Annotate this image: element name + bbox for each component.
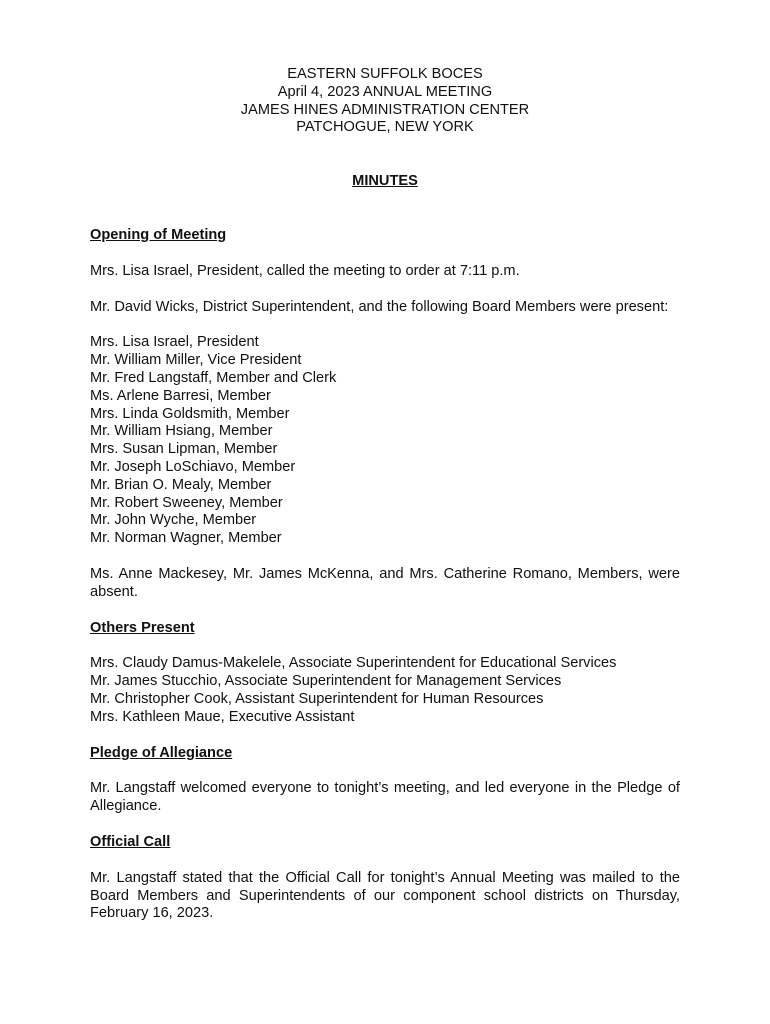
list-item: Mr. Joseph LoSchiavo, Member: [90, 458, 296, 475]
list-item: Mr. Norman Wagner, Member: [90, 530, 282, 547]
pledge-text: Mr. Langstaff welcomed everyone to tonight’s meeting, and led everyone in the Pledge of Allegiance.: [90, 780, 680, 815]
list-item: Mrs. Lisa Israel, President: [90, 334, 259, 351]
header-meeting-date: April 4, 2023 ANNUAL MEETING: [277, 83, 493, 100]
list-item: Mr. William Miller, Vice President: [90, 352, 302, 369]
list-item: Mr. Brian O. Mealy, Member: [90, 476, 272, 493]
list-item: Mrs. Linda Goldsmith, Member: [90, 405, 290, 422]
list-item: Mr. William Hsiang, Member: [90, 423, 273, 440]
official-call-text: Mr. Langstaff stated that the Official Call for tonight’s Annual Meeting was mailed to the Board Members and Superintendents of our component school districts on Thursday, February 16, 2023.: [90, 869, 680, 922]
list-item: Mr. Fred Langstaff, Member and Clerk: [90, 369, 337, 386]
document-header: [90, 66, 680, 137]
others-present-heading: Others Present: [90, 619, 195, 636]
present-intro-text: Mr. David Wicks, District Superintendent, and the following Board Members were present:: [90, 298, 669, 315]
list-item: Ms. Arlene Barresi, Member: [90, 387, 271, 404]
minutes-title: MINUTES: [352, 173, 418, 190]
header-organization: EASTERN SUFFOLK BOCES: [287, 66, 483, 82]
list-item: Mr. Christopher Cook, Assistant Superintendent for Human Resources: [90, 690, 544, 707]
document-page: [90, 66, 680, 923]
list-item: Mrs. Susan Lipman, Member: [90, 441, 278, 458]
list-item: Mr. John Wyche, Member: [90, 512, 257, 529]
absent-members-text: Ms. Anne Mackesey, Mr. James McKenna, and Mrs. Catherine Romano, Members, were absent.: [90, 565, 680, 600]
header-location: JAMES HINES ADMINISTRATION CENTER: [240, 101, 530, 118]
others-present-list: [90, 655, 680, 726]
call-to-order-text: Mrs. Lisa Israel, President, called the meeting to order at 7:11 p.m.: [90, 262, 520, 279]
list-item: Mr. Robert Sweeney, Member: [90, 494, 283, 511]
header-city: PATCHOGUE, NEW YORK: [296, 119, 474, 136]
official-call-heading: Official Call: [90, 833, 171, 850]
list-item: Mrs. Claudy Damus-Makelele, Associate Superintendent for Educational Services: [90, 655, 617, 672]
opening-heading: Opening of Meeting: [90, 226, 227, 243]
board-members-list: [90, 334, 680, 548]
list-item: Mrs. Kathleen Maue, Executive Assistant: [90, 708, 355, 725]
pledge-heading: Pledge of Allegiance: [90, 744, 233, 761]
list-item: Mr. James Stucchio, Associate Superintendent for Management Services: [90, 673, 562, 690]
